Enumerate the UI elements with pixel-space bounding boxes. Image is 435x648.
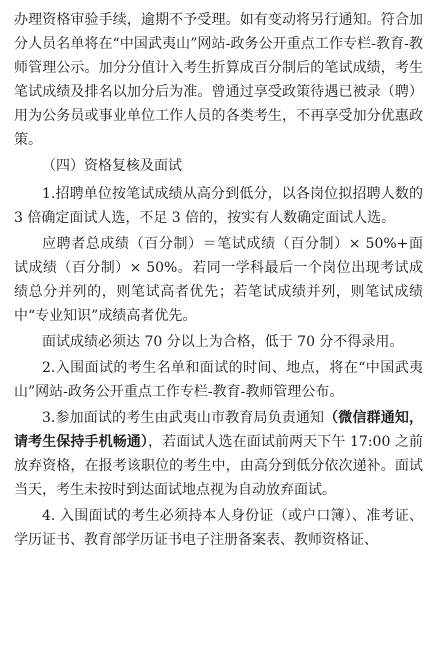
notification-wechat-bold: （微信群通知，请考生保持手机畅通）: [14, 410, 424, 450]
paragraph-interview-selection: 1.招聘单位按笔试成绩从高分到低分，以各岗位拟招聘人数的 3 倍确定面试人选，不足 3 倍的，按实有人数确定面试人选。: [14, 186, 423, 226]
paragraph-passing-score: 面试成绩必须达 70 分以上为合格，低于 70 分不得录用。: [42, 334, 404, 350]
notification-text-a: 3.参加面试的考生由武夷山市教育局负责通知: [42, 410, 325, 426]
paragraph-required-documents: 4. 入围面试的考生必须持本人身份证（或户口簿）、准考证、学历证书、教育部学历证书电子注册备案表、教师资格证、: [14, 508, 423, 548]
section-heading-interview: （四）资格复核及面试: [42, 158, 182, 174]
paragraph-interview-list-publication: 2.入围面试的考生名单和面试的时间、地点，将在“中国武夷山”网站-政务公开重点工作专栏-教育-教师管理公布。: [14, 360, 423, 400]
notification-text-b: ，若面试人选在面试前两天下午 17:00 之前放弃资格，在报考该职位的考生中，由高分到低分依次递补。面试当天，考生未按时到达面试地点视为自动放弃面试。: [14, 434, 424, 498]
paragraph-qualification-notice: 办理资格审验手续，逾期不予受理。如有变动将另行通知。符合加分人员名单将在“中国武夷山”网站-政务公开重点工作专栏-教育-教师管理公示。加分分值计入考生折算成百分制后的笔试成绩，考生笔试成绩及排名以加分后为准。曾通过享受政策待遇已被录（聘）用为公务员或事业单位工作人员的各类考生，不再享受加分优惠政策。: [14, 12, 423, 148]
paragraph-total-score-formula: 应聘者总成绩（百分制）＝笔试成绩（百分制）× 50%+面试成绩（百分制）× 50%。若同一学科最后一个岗位出现考试成绩总分并列的，则笔试高者优先；若笔试成绩并列，则笔试成绩中“专业知识”成绩高者优先。: [14, 236, 423, 324]
paragraph-interview-notification: [14, 406, 423, 502]
